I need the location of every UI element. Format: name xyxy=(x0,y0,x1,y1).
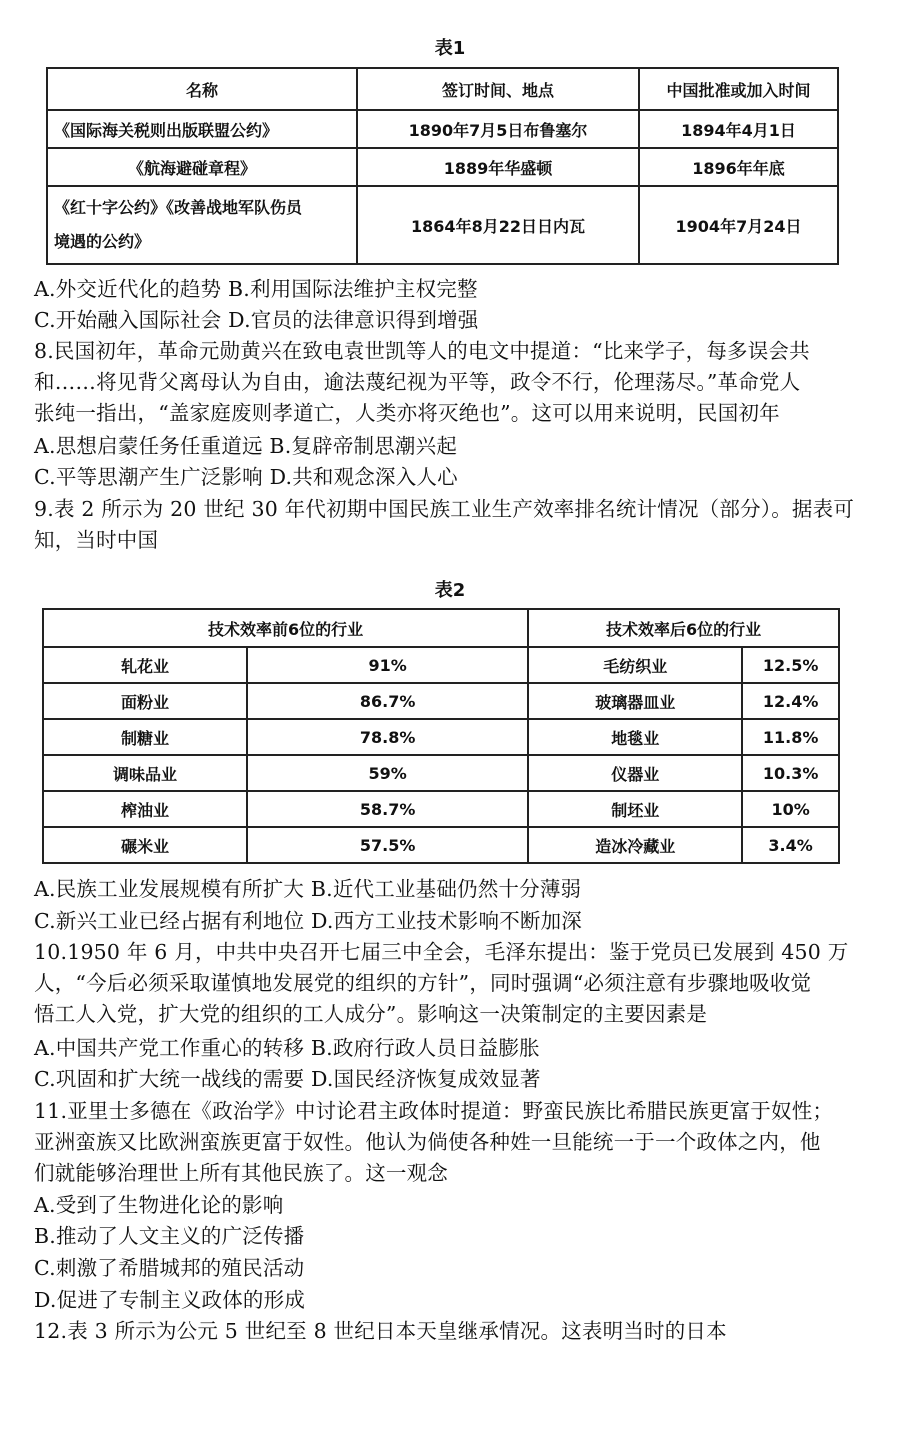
text-line: C.平等思潮产生广泛影响 D.共和观念深入人心 xyxy=(34,465,458,489)
table2-left-industry: 碾米业 xyxy=(43,827,247,863)
table1-header-signed: 签订时间、地点 xyxy=(357,68,639,110)
table-row xyxy=(43,827,839,863)
text-line: A.思想启蒙任务任重道远 B.复辟帝制思潮兴起 xyxy=(34,434,458,458)
text-line: C.刺激了希腊城邦的殖民活动 xyxy=(34,1256,305,1280)
table-row xyxy=(43,683,839,719)
table1-row1-name: 《国际海关税则出版联盟公约》 xyxy=(47,110,357,148)
text-line: 悟工人入党，扩大党的组织的工人成分”。影响这一决策制定的主要因素是 xyxy=(34,1002,708,1026)
table2-left-value: 57.5% xyxy=(247,827,528,863)
table-row xyxy=(47,186,838,264)
table2-right-industry: 仪器业 xyxy=(528,755,742,791)
table1-row2-joined: 1896年年底 xyxy=(639,148,838,186)
text-line: A.受到了生物进化论的影响 xyxy=(34,1193,284,1217)
text-line: C.开始融入国际社会 D.官员的法律意识得到增强 xyxy=(34,308,479,332)
table1-row3-name-line1: 《红十字公约》《改善战地军队伤员 xyxy=(54,198,303,217)
table2-left-value: 59% xyxy=(247,755,528,791)
table1-row3-joined: 1904年7月24日 xyxy=(639,186,838,264)
table2-right-value: 10.3% xyxy=(742,755,839,791)
text-line: 9.表 2 所示为 20 世纪 30 年代初期中国民族工业生产效率排名统计情况（部分）。据表可 xyxy=(34,497,855,521)
text-line: 12.表 3 所示为公元 5 世纪至 8 世纪日本天皇继承情况。这表明当时的日本 xyxy=(34,1319,727,1343)
table2-left-header: 技术效率前6位的行业 xyxy=(43,609,528,647)
text-line: 和……将见背父离母认为自由，逾法蔑纪视为平等，政令不行，伦理荡尽。”革命党人 xyxy=(34,370,801,394)
text-line: 10.1950 年 6 月，中共中央召开七届三中全会，毛泽东提出：鉴于党员已发展到 450 万 xyxy=(34,940,849,964)
table2-right-industry: 造冰冷藏业 xyxy=(528,827,742,863)
table2-left-industry: 制糖业 xyxy=(43,719,247,755)
table2-right-value: 11.8% xyxy=(742,719,839,755)
table2-left-industry: 调味品业 xyxy=(43,755,247,791)
table1 xyxy=(46,67,839,265)
table-row xyxy=(43,755,839,791)
table1-row3-signed: 1864年8月22日日内瓦 xyxy=(357,186,639,264)
table2-right-industry: 制坯业 xyxy=(528,791,742,827)
table1-row3-name xyxy=(47,186,357,264)
table2-left-value: 58.7% xyxy=(247,791,528,827)
table2-left-value: 86.7% xyxy=(247,683,528,719)
text-line: D.促进了专制主义政体的形成 xyxy=(34,1288,306,1312)
text-line: 知，当时中国 xyxy=(34,528,159,552)
text-line: 11.亚里士多德在《政治学》中讨论君主政体时提道：野蛮民族比希腊民族更富于奴性； xyxy=(34,1099,834,1123)
table2-left-industry: 面粉业 xyxy=(43,683,247,719)
table1-row1-signed: 1890年7月5日布鲁塞尔 xyxy=(357,110,639,148)
text-line: 张纯一指出，“盖家庭废则孝道亡，人类亦将灭绝也”。这可以用来说明，民国初年 xyxy=(34,401,780,425)
table2-right-value: 3.4% xyxy=(742,827,839,863)
table1-header-name: 名称 xyxy=(47,68,357,110)
table2-right-industry: 玻璃器皿业 xyxy=(528,683,742,719)
text-line: C.巩固和扩大统一战线的需要 D.国民经济恢复成效显著 xyxy=(34,1067,541,1091)
text-line: A.中国共产党工作重心的转移 B.政府行政人员日益膨胀 xyxy=(34,1036,540,1060)
text-line: A.外交近代化的趋势 B.利用国际法维护主权完整 xyxy=(34,277,478,301)
table2-caption: 表2 xyxy=(434,580,466,601)
text-line: 们就能够治理世上所有其他民族了。这一观念 xyxy=(34,1161,448,1185)
text-line: C.新兴工业已经占据有利地位 D.西方工业技术影响不断加深 xyxy=(34,909,583,933)
table-row xyxy=(47,110,838,148)
table2-right-value: 10% xyxy=(742,791,839,827)
table-row xyxy=(43,719,839,755)
table1-row3-name-line2: 境遇的公约》 xyxy=(54,232,151,251)
table1-header-joined: 中国批准或加入时间 xyxy=(639,68,838,110)
text-line: 8.民国初年，革命元勋黄兴在致电袁世凯等人的电文中提道：“比来学子，每多误会共 xyxy=(34,339,810,363)
text-line: A.民族工业发展规模有所扩大 B.近代工业基础仍然十分薄弱 xyxy=(34,877,582,901)
table2-left-industry: 榨油业 xyxy=(43,791,247,827)
table-row xyxy=(43,791,839,827)
table-row xyxy=(47,148,838,186)
table-row xyxy=(43,647,839,683)
table2 xyxy=(42,608,840,864)
text-line: B.推动了人文主义的广泛传播 xyxy=(34,1224,305,1248)
table2-right-header: 技术效率后6位的行业 xyxy=(528,609,839,647)
table2-left-value: 78.8% xyxy=(247,719,528,755)
table1-row1-joined: 1894年4月1日 xyxy=(639,110,838,148)
table2-left-industry: 轧花业 xyxy=(43,647,247,683)
table2-left-value: 91% xyxy=(247,647,528,683)
table1-row2-name: 《航海避碰章程》 xyxy=(47,148,357,186)
table2-right-value: 12.4% xyxy=(742,683,839,719)
table2-right-industry: 地毯业 xyxy=(528,719,742,755)
text-line: 人，“今后必须采取谨慎地发展党的组织的方针”，同时强调“必须注意有步骤地吸收觉 xyxy=(34,971,812,995)
table1-caption: 表1 xyxy=(434,38,466,59)
table1-row2-signed: 1889年华盛顿 xyxy=(357,148,639,186)
table2-right-value: 12.5% xyxy=(742,647,839,683)
table2-right-industry: 毛纺织业 xyxy=(528,647,742,683)
text-line: 亚洲蛮族又比欧洲蛮族更富于奴性。他认为倘使各种姓一旦能统一于一个政体之内，他 xyxy=(34,1130,821,1154)
